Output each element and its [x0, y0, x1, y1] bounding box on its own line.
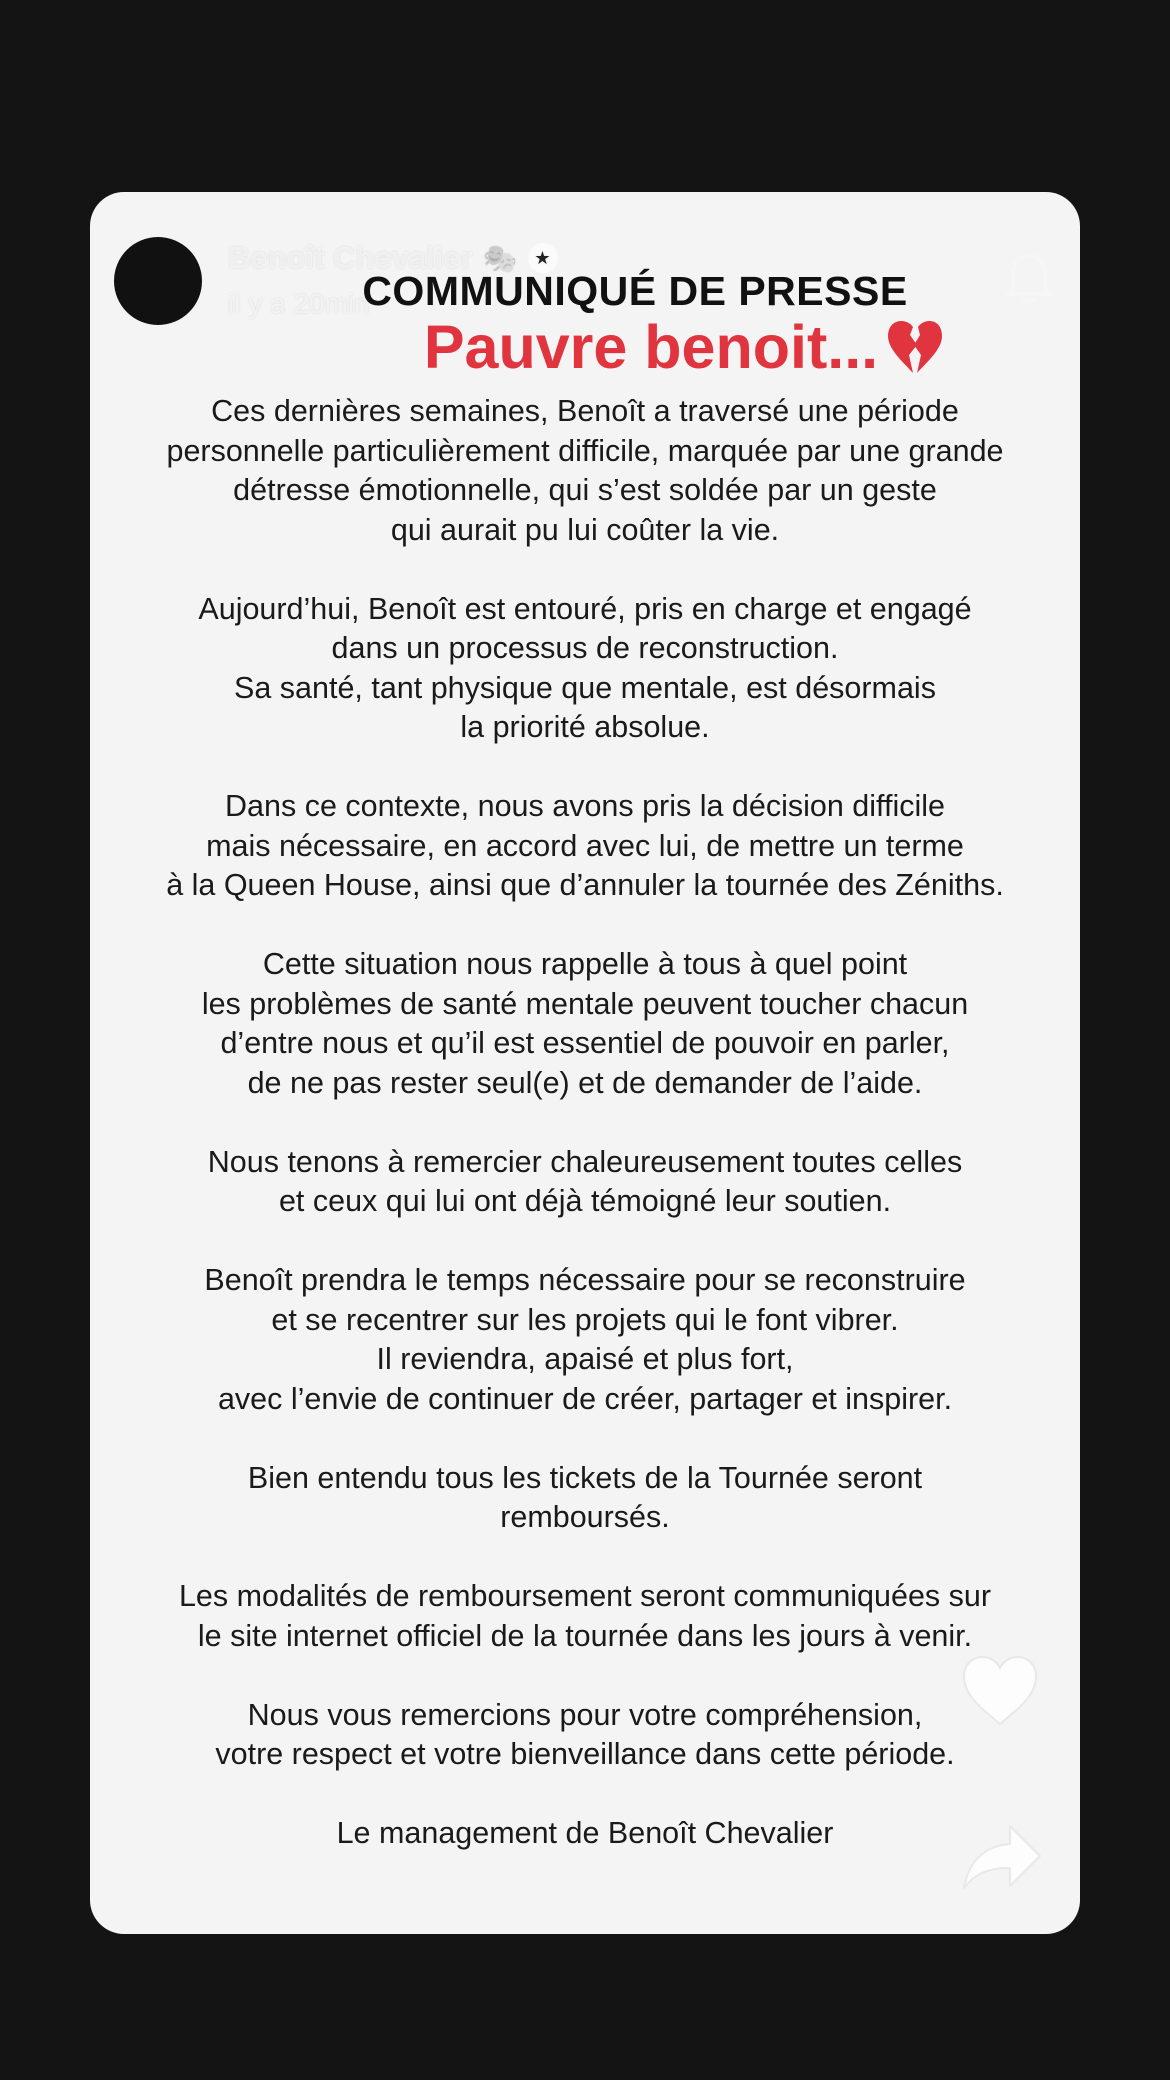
body-paragraph	[90, 1459, 1080, 1538]
body-paragraph	[90, 1696, 1080, 1775]
body-line: Bien entendu tous les tickets de la Tournée seront	[247, 1460, 923, 1495]
body-line: votre respect et votre bienveillance dans cette période.	[215, 1737, 955, 1771]
announcement-body	[90, 392, 1080, 1854]
star-badge-icon: ★	[528, 243, 558, 273]
body-line: remboursés.	[500, 1500, 670, 1534]
body-paragraph	[90, 1577, 1080, 1656]
post-card	[90, 192, 1080, 1934]
body-line: la priorité absolue.	[460, 710, 710, 744]
subheading-text: Pauvre benoit...	[423, 313, 879, 381]
post-time: il y a 20min	[228, 288, 370, 319]
body-line: Nous tenons à remercier chaleureusement toutes celles	[207, 1144, 963, 1179]
subheading-row	[190, 312, 1080, 382]
body-paragraph	[90, 1261, 1080, 1419]
body-line: Benoît prendra le temps nécessaire pour se reconstruire	[204, 1263, 966, 1297]
body-paragraph	[90, 392, 1080, 550]
body-line: d’entre nous et qu’il est essentiel de pouvoir en parler,	[220, 1026, 950, 1060]
body-line: mais nécessaire, en accord avec lui, de mettre un terme	[206, 828, 964, 863]
body-line: Dans ce contexte, nous avons pris la décision difficile	[225, 789, 945, 823]
body-paragraph	[90, 945, 1080, 1103]
body-line: de ne pas rester seul(e) et de demander de l’aide.	[247, 1065, 923, 1100]
body-line: Ces dernières semaines, Benoît a traversé une période	[211, 394, 959, 428]
body-line: Aujourd’hui, Benoît est entouré, pris en charge et engagé	[198, 591, 972, 626]
body-line: les problèmes de santé mentale peuvent toucher chacun	[201, 986, 969, 1021]
body-line: qui aurait pu lui coûter la vie.	[390, 512, 780, 547]
body-line: Nous vous remercions pour votre compréhension,	[247, 1697, 923, 1732]
body-line: Il reviendra, apaisé et plus fort,	[376, 1342, 794, 1376]
body-line: Sa santé, tant physique que mentale, est désormais	[234, 670, 936, 705]
body-line: et se recentrer sur les projets qui le font vibrer.	[271, 1302, 899, 1337]
share-arrow-icon[interactable]	[960, 1822, 1042, 1892]
body-line: personnelle particulièrement difficile, marquée par une grande	[166, 433, 1004, 468]
body-line: Les modalités de remboursement seront communiquées sur	[178, 1579, 992, 1613]
heart-icon[interactable]	[958, 1652, 1042, 1730]
body-paragraph	[90, 787, 1080, 906]
body-line: et ceux qui lui ont déjà témoigné leur soutien.	[278, 1184, 892, 1218]
body-line: dans un processus de reconstruction.	[331, 631, 839, 665]
body-line: à la Queen House, ainsi que d’annuler la tournée des Zéniths.	[166, 868, 1004, 902]
body-paragraph	[90, 1143, 1080, 1222]
author-name[interactable]: Benoît Chevalier	[228, 240, 473, 275]
body-line: avec l’envie de continuer de créer, partager et inspirer.	[217, 1381, 953, 1416]
body-line: le site internet officiel de la tournée dans les jours à venir.	[197, 1618, 973, 1653]
broken-heart-icon	[884, 317, 946, 377]
body-line: Cette situation nous rappelle à tous à quel point	[262, 947, 908, 981]
signature: Le management de Benoît Chevalier	[336, 1816, 834, 1850]
body-line: détresse émotionnelle, qui s’est soldée par un geste	[233, 473, 937, 507]
mask-emoji-icon: 🎭	[482, 242, 518, 274]
press-release-heading: COMMUNIQUÉ DE PRESSE	[362, 268, 908, 314]
body-paragraph	[90, 590, 1080, 748]
